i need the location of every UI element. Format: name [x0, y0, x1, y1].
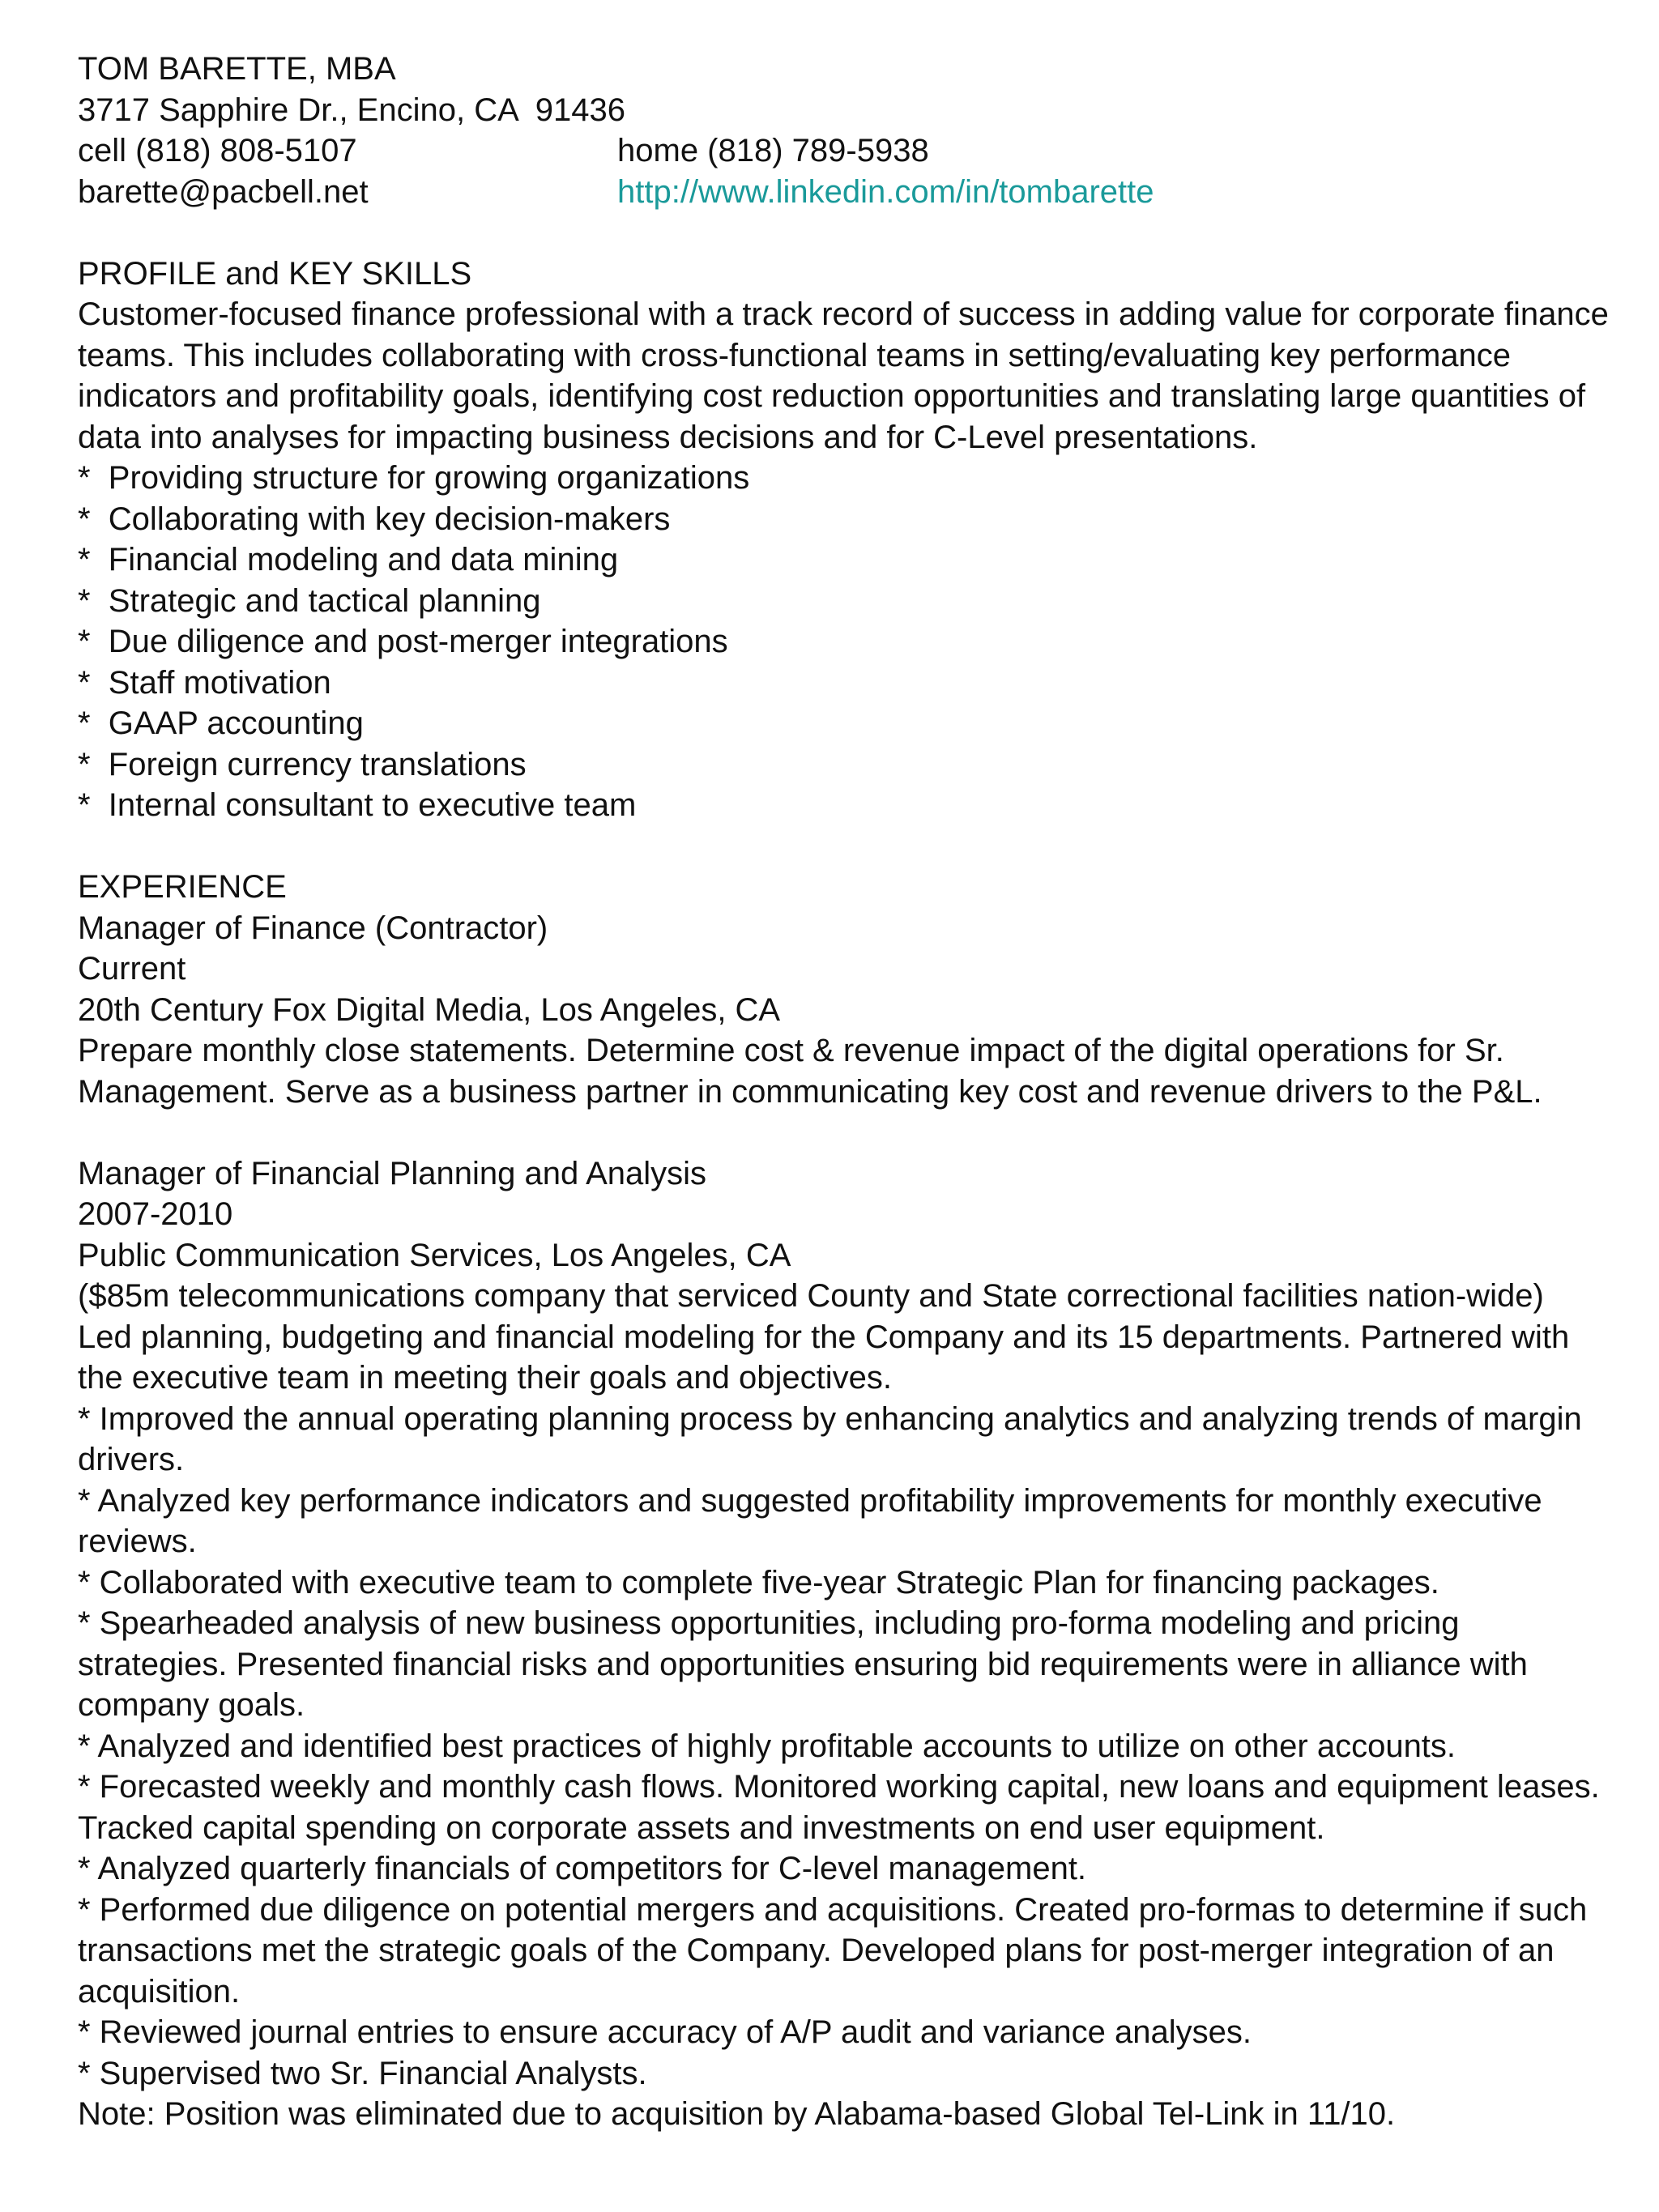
spacer: [78, 1112, 1617, 1153]
achievements-list: [78, 1399, 1617, 2095]
job-entry: [78, 1153, 1617, 2135]
resume-document: [78, 49, 1617, 2135]
job-company: Public Communication Services, Los Angeles, CA: [78, 1237, 791, 1273]
candidate-name: TOM BARETTE, MBA: [78, 51, 396, 87]
profile-heading: PROFILE and KEY SKILLS: [78, 255, 472, 292]
profile-summary: Customer-focused finance professional with a track record of success in adding value for corporate finance teams. This includes collaborating with cross-functional teams in setting/evaluating key performance indicators and profitability goals, identifying cost reduction opportunities and translating large quantities of data into analyses for impacting business decisions and for C-Level presentations.: [78, 296, 1609, 455]
list-item: * Providing structure for growing organizations: [78, 460, 750, 496]
list-item: * Analyzed and identified best practices of highly profitable accounts to utilize on other accounts.: [78, 1728, 1456, 1764]
list-item: * Foreign currency translations: [78, 746, 527, 782]
job-description: Prepare monthly close statements. Determine cost & revenue impact of the digital operations for Sr. Management. Serve as a business partner in communicating key cost and revenue drivers to the P&L.: [78, 1033, 1542, 1110]
list-item: * Forecasted weekly and monthly cash flows. Monitored working capital, new loans and equipment leases. Tracked capital spending on corporate assets and investments on end user equipment.: [78, 1769, 1600, 1846]
experience-section: [78, 867, 1617, 2135]
spacer: [78, 212, 1617, 254]
list-item: * Staff motivation: [78, 664, 331, 701]
job-title: Manager of Financial Planning and Analysis: [78, 1155, 707, 1191]
job-title: Manager of Finance (Contractor): [78, 910, 548, 946]
list-item: * Collaborating with key decision-makers: [78, 501, 671, 537]
list-item: * Spearheaded analysis of new business opportunities, including pro-forma modeling and pricing strategies. Presented financial risks and opportunities ensuring bid requirements were in alliance with company goals.: [78, 1605, 1528, 1723]
list-item: * Collaborated with executive team to complete five-year Strategic Plan for financing packages.: [78, 1564, 1439, 1600]
list-item: * Analyzed quarterly financials of competitors for C-level management.: [78, 1851, 1087, 1886]
list-item: * Analyzed key performance indicators and suggested profitability improvements for monthly executive reviews.: [78, 1482, 1542, 1559]
address: 3717 Sapphire Dr., Encino, CA 91436: [78, 92, 626, 128]
list-item: * GAAP accounting: [78, 705, 364, 741]
list-item: * Due diligence and post-merger integrations: [78, 624, 728, 659]
job-note: Note: Position was eliminated due to acquisition by Alabama-based Global Tel-Link in 11/10.: [78, 2096, 1396, 2132]
company-note: ($85m telecommunications company that serviced County and State correctional facilities nation-wide): [78, 1278, 1544, 1314]
linkedin-link[interactable]: http://www.linkedin.com/in/tombarette: [617, 173, 1154, 210]
job-entry: [78, 908, 1617, 1113]
email-address: barette@pacbell.net: [78, 173, 369, 210]
experience-heading: EXPERIENCE: [78, 869, 287, 905]
list-item: * Internal consultant to executive team: [78, 787, 637, 823]
job-dates: 2007-2010: [78, 1196, 233, 1232]
list-item: * Performed due diligence on potential mergers and acquisitions. Created pro-formas to determine if such transactions met the strategic goals of the Company. Developed plans for post-merger integration of an acquisition.: [78, 1891, 1588, 2010]
skills-list: [78, 458, 1617, 826]
cell-phone: cell (818) 808-5107: [78, 133, 357, 168]
list-item: * Improved the annual operating planning process by enhancing analytics and analyzing trends of margin drivers.: [78, 1400, 1582, 1477]
list-item: * Financial modeling and data mining: [78, 542, 619, 578]
list-item: * Supervised two Sr. Financial Analysts.: [78, 2055, 647, 2091]
email-row: [78, 172, 1617, 213]
contact-block: [78, 49, 1617, 212]
job-company: 20th Century Fox Digital Media, Los Angeles, CA: [78, 991, 781, 1028]
home-phone: home (818) 789-5938: [617, 133, 929, 168]
job-dates: Current: [78, 951, 186, 987]
job-description: Led planning, budgeting and financial modeling for the Company and its 15 departments. Partnered with the executive team in meeting their goals and objectives.: [78, 1319, 1570, 1396]
spacer: [78, 826, 1617, 867]
profile-section: [78, 254, 1617, 826]
list-item: * Reviewed journal entries to ensure accuracy of A/P audit and variance analyses.: [78, 2014, 1252, 2050]
phone-row: [78, 130, 1617, 172]
list-item: * Strategic and tactical planning: [78, 582, 541, 619]
